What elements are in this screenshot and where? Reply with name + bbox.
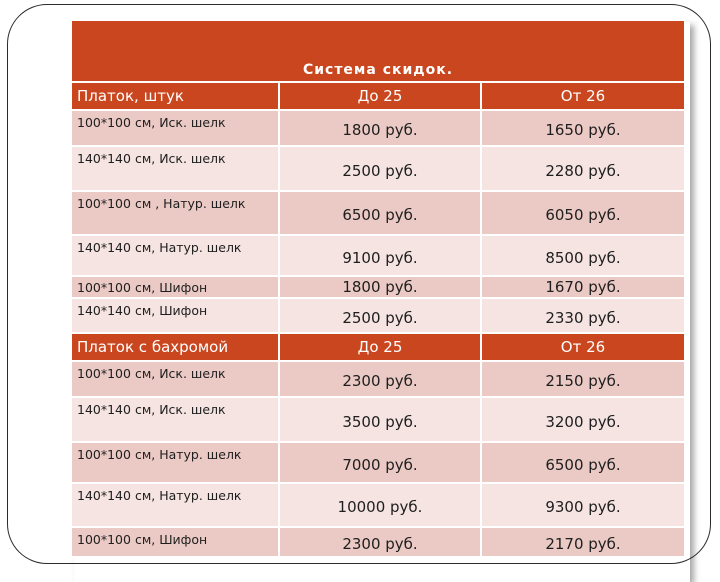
price-from-26: 6050 руб. xyxy=(481,191,685,235)
price-from-26: 9300 руб. xyxy=(481,483,685,527)
price-up-to-25: 6500 руб. xyxy=(279,191,481,235)
price-up-to-25: 7000 руб. xyxy=(279,442,481,483)
table-row xyxy=(71,361,685,397)
item-name: 140*140 см, Иск. шелк xyxy=(71,397,279,442)
table-row xyxy=(71,146,685,191)
price-up-to-25: 2300 руб. xyxy=(279,361,481,397)
item-name: 140*140 см, Натур. шелк xyxy=(71,235,279,276)
item-name: 100*100 см, Шифон xyxy=(71,276,279,298)
table-row xyxy=(71,191,685,235)
price-from-26: 2280 руб. xyxy=(481,146,685,191)
price-up-to-25: 2500 руб. xyxy=(279,146,481,191)
section-header-name: Платок с бахромой xyxy=(71,333,279,361)
price-up-to-25: 10000 руб. xyxy=(279,483,481,527)
item-name: 100*100 см, Иск. шелк xyxy=(71,361,279,397)
price-up-to-25: 9100 руб. xyxy=(279,235,481,276)
column-header-from-26: От 26 xyxy=(481,82,685,110)
table-row xyxy=(71,442,685,483)
section-header-row xyxy=(71,333,685,361)
price-up-to-25: 3500 руб. xyxy=(279,397,481,442)
table-row xyxy=(71,397,685,442)
price-from-26: 2170 руб. xyxy=(481,527,685,557)
table-title: Система скидок. xyxy=(71,20,685,82)
item-name: 140*140 см, Шифон xyxy=(71,298,279,333)
table-row xyxy=(71,110,685,146)
item-name: 100*100 см, Иск. шелк xyxy=(71,110,279,146)
column-header-from-26: От 26 xyxy=(481,333,685,361)
item-name: 100*100 см, Шифон xyxy=(71,527,279,557)
price-from-26: 1650 руб. xyxy=(481,110,685,146)
price-from-26: 3200 руб. xyxy=(481,397,685,442)
item-name: 140*140 см, Иск. шелк xyxy=(71,146,279,191)
price-up-to-25: 1800 руб. xyxy=(279,110,481,146)
price-from-26: 2330 руб. xyxy=(481,298,685,333)
item-name: 100*100 см , Натур. шелк xyxy=(71,191,279,235)
price-from-26: 1670 руб. xyxy=(481,276,685,298)
section-header-name: Платок, штук xyxy=(71,82,279,110)
table-title-row xyxy=(71,20,685,82)
price-from-26: 2150 руб. xyxy=(481,361,685,397)
price-from-26: 6500 руб. xyxy=(481,442,685,483)
table-row xyxy=(71,276,685,298)
table-row xyxy=(71,483,685,527)
price-up-to-25: 1800 руб. xyxy=(279,276,481,298)
price-up-to-25: 2300 руб. xyxy=(279,527,481,557)
table-row xyxy=(71,298,685,333)
price-from-26: 8500 руб. xyxy=(481,235,685,276)
table-row xyxy=(71,235,685,276)
item-name: 140*140 см, Натур. шелк xyxy=(71,483,279,527)
section-header-row xyxy=(71,82,685,110)
discount-table xyxy=(70,19,686,558)
table-row xyxy=(71,527,685,557)
item-name: 100*100 см, Натур. шелк xyxy=(71,442,279,483)
column-header-up-to-25: До 25 xyxy=(279,333,481,361)
column-header-up-to-25: До 25 xyxy=(279,82,481,110)
price-up-to-25: 2500 руб. xyxy=(279,298,481,333)
